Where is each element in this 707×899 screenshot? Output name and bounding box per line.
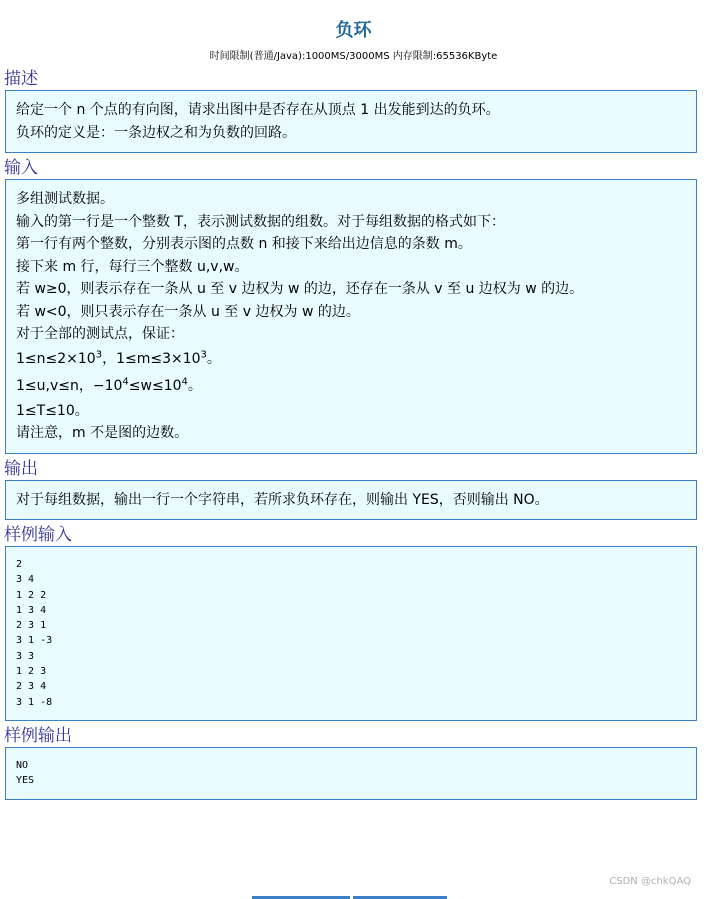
- exponent: 4: [122, 375, 129, 387]
- section-heading-sample-output: 样例输出: [4, 725, 72, 746]
- watermark: CSDN @chkQAQ: [609, 876, 691, 887]
- input-line: 请注意，m 不是图的边数。: [16, 425, 189, 441]
- section-heading-input: 输入: [4, 158, 38, 178]
- input-line: 接下来 m 行，每行三个整数 u,v,w。: [16, 258, 249, 275]
- output-box: [5, 480, 697, 521]
- input-line: 输入的第一行是一个整数 T，表示测试数据的组数。对于每组数据的格式如下：: [16, 213, 505, 230]
- description-box: [5, 90, 697, 153]
- constraint-text: ≤w≤10: [128, 377, 182, 394]
- section-heading-sample-input: 样例输入: [4, 525, 72, 545]
- description-line: 给定一个 n 个点的有向图，请求出图中是否存在从顶点 1 出发能到达的负环。: [16, 102, 500, 118]
- sample-input-box: 2 3 4 1 2 2 1 3 4 2 3 1 3 1 -3 3 3 1 2 3 2 3 4 3 1 -8: [5, 546, 697, 721]
- output-line: 对于每组数据，输出一行一个字符串，若所求负环存在，则输出 YES，否则输出 NO。: [16, 491, 549, 508]
- constraint-text: 。: [187, 377, 202, 394]
- sample-output-box: NO YES: [5, 747, 697, 800]
- input-line: 1≤T≤10。: [16, 402, 89, 419]
- constraint-line-nm: [16, 346, 686, 373]
- constraint-text: 1≤u,v≤n，−10: [16, 377, 123, 394]
- input-line: 对于全部的测试点，保证：: [16, 326, 184, 342]
- input-line: 第一行有两个整数，分别表示图的点数 n 和接下来给出边信息的条数 m。: [16, 236, 472, 252]
- description-line: 负环的定义是：一条边权之和为负数的回路。: [16, 124, 296, 141]
- exponent: 3: [200, 348, 207, 360]
- limits-info: 时间限制(普通/Java):1000MS/3000MS 内存限制:65536KByte: [209, 51, 498, 62]
- constraint-text: ，1≤m≤3×10: [102, 350, 201, 367]
- input-line: 多组测试数据。: [16, 191, 114, 207]
- constraint-line-uvw: [16, 373, 686, 400]
- section-heading-description: 描述: [4, 69, 38, 89]
- exponent: 4: [181, 375, 188, 387]
- constraint-text: 1≤n≤2×10: [16, 350, 96, 367]
- section-heading-output: 输出: [4, 458, 38, 479]
- page-title: 负环: [335, 20, 372, 41]
- constraint-text: 。: [206, 350, 221, 367]
- input-line: 若 w<0，则只表示存在一条从 u 至 v 边权为 w 的边。: [16, 303, 360, 320]
- exponent: 3: [95, 348, 103, 360]
- input-line: 若 w≥0，则表示存在一条从 u 至 v 边权为 w 的边，还存在一条从 v 至 u 边权为 w 的边。: [16, 281, 584, 297]
- input-box: [5, 179, 697, 454]
